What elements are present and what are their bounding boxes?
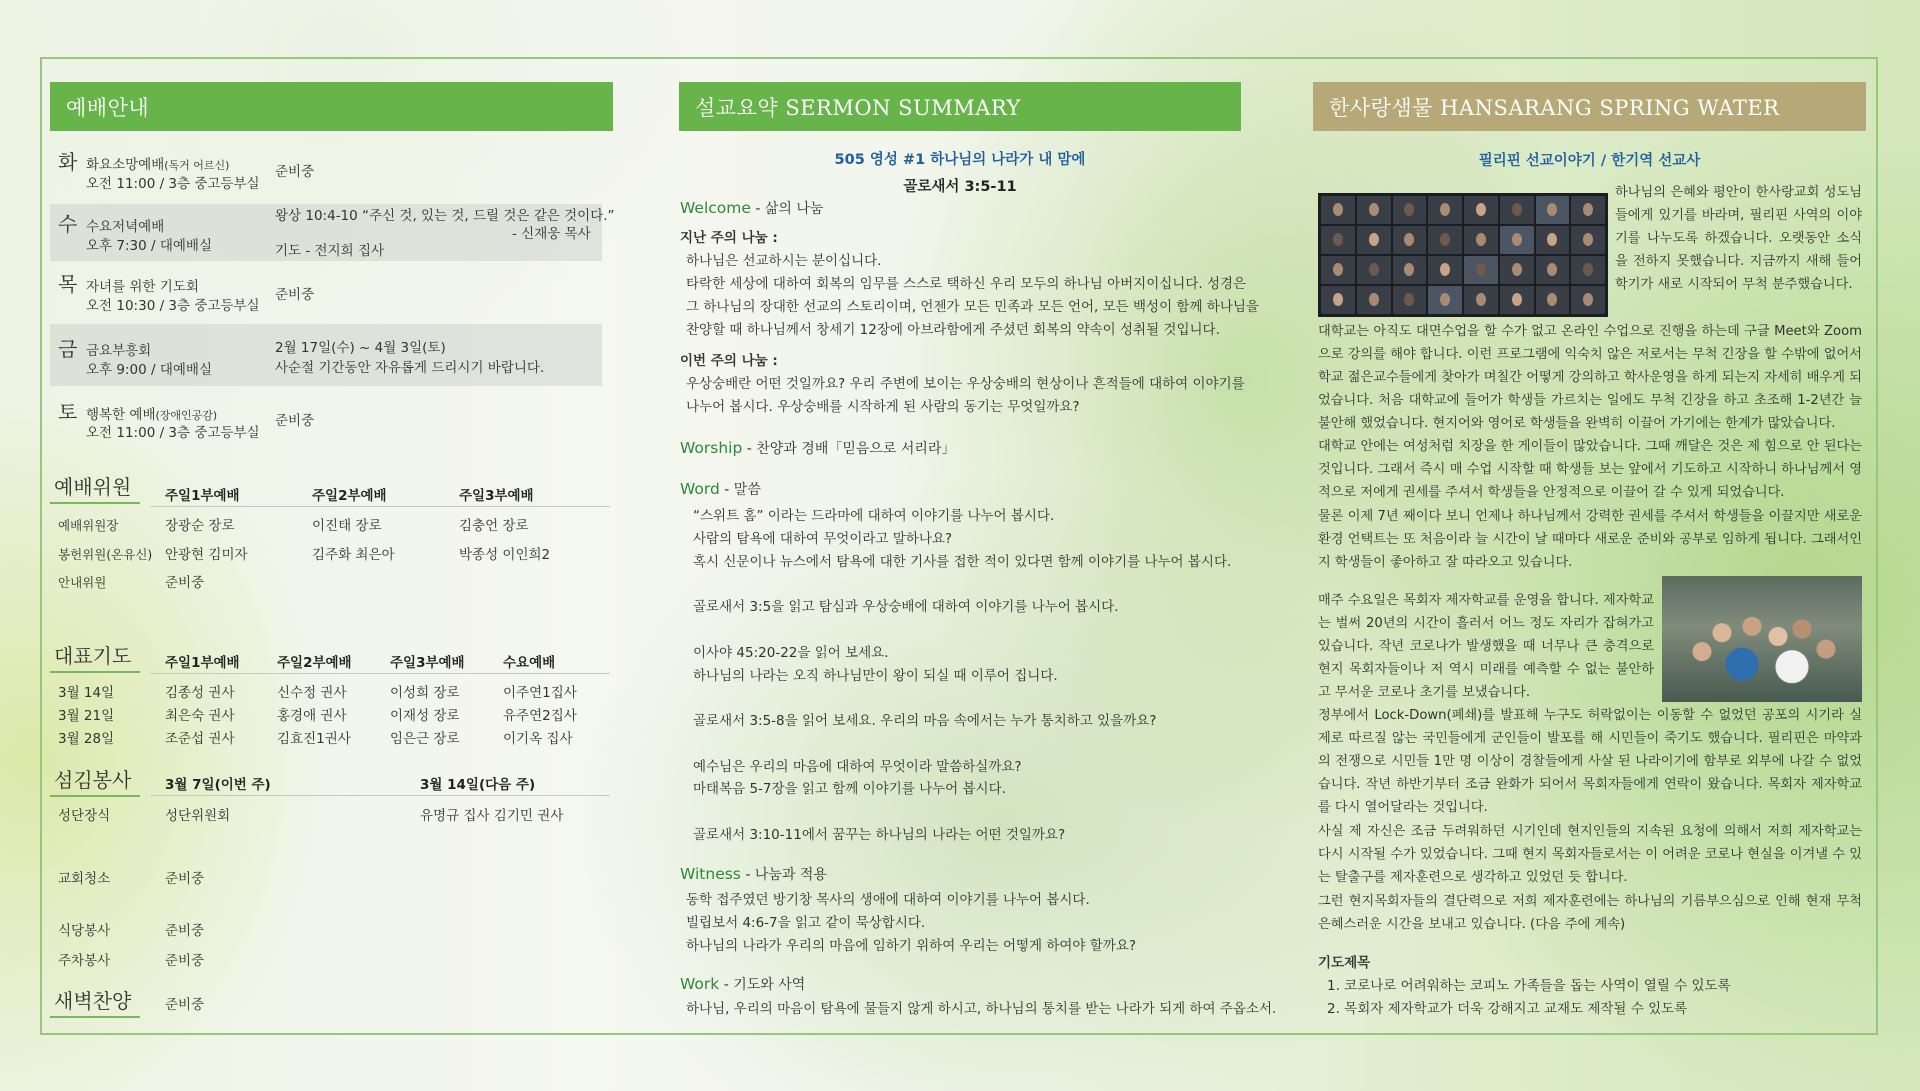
text-line: 하나님, 우리의 마음이 탐욕에 물들지 않게 하시고, 하나님의 통치를 받는 나라가 되게 하여 주옵소서. [686, 1001, 1277, 1017]
duty-role: 식당봉사 [58, 923, 111, 939]
mission-paragraph: 사실 제 자신은 조금 두려워하던 시기인데 현지인들의 지속된 요청에 의해서 저희 제자학교는 다시 시작될 수가 있었습니다. 그때 현지 목회자들로서는 이 어려운 코로나 현실을 이겨낼 수 있는 탈출구를 제자훈련으로 생각하고 있었던 듯 합니다. [1318, 824, 1862, 885]
table-cell: 유주연2집사 [503, 708, 577, 724]
committee-role: 예배위원장 [58, 518, 119, 533]
text-line: 예수님은 우리의 마음에 대하여 무엇이라 말씀하실까요? [693, 759, 1022, 775]
mission-paragraph: 대학교 안에는 여성처럼 치장을 한 게이들이 많았습니다. 그때 깨달은 것은 제 힘으로 안 된다는 것입니다. 그래서 즉시 매 수업 시작할 때 학생들 보는 앞에서 기도하고 시작하니 하나님께서 영적으로 저에게 권세를 주셔서 학생들을 안정적으로 이끌어 갈 수 있게 되었습니다. [1318, 439, 1862, 500]
service-time: 오후 7:30 / 대예배실 [86, 238, 212, 254]
committee-title: 예배위원 [54, 475, 132, 499]
prayer-date: 3월 28일 [58, 731, 115, 747]
prayer-date: 3월 14일 [58, 685, 115, 701]
section-rule [50, 671, 140, 673]
text-line: 골로새서 3:10-11에서 꿈꾸는 하나님의 나라는 어떤 것일까요? [693, 827, 1066, 843]
table-cell: 이기옥 집사 [503, 731, 573, 747]
duty-role: 주차봉사 [58, 953, 111, 969]
prayer-date: 3월 21일 [58, 708, 115, 724]
text-line: 마태복음 5-7장을 읽고 함께 이야기를 나누어 봅시다. [693, 781, 1006, 797]
service-info-author: - 신재웅 목사 [512, 226, 591, 242]
service-info-note: 사순절 기간동안 자유롭게 드리시기 바랍니다. [275, 360, 545, 376]
table-cell: 준비중 [165, 871, 205, 887]
service-name: 금요부흥회 [86, 343, 152, 359]
table-cell: 조준섭 권사 [165, 731, 235, 747]
table-cell: 신수정 권사 [277, 685, 347, 701]
table-cell: 이재성 장로 [390, 708, 460, 724]
mission-paragraph: 하나님의 은혜와 평안이 한사랑교회 성도님들에게 있기를 바라며, 필리핀 사역의 이야기를 나누도록 하겠습니다. 오랫동안 소식을 전하지 못했습니다. 지금까지 새해 들어 학기가 새로 시작되어 무척 분주했습니다. [1615, 185, 1862, 292]
sermon-summary-header [679, 82, 1241, 131]
day-thu: 목 [58, 272, 78, 296]
prayer-topic: 1. 코로나로 어려워하는 코피노 가족들을 돕는 사역이 열릴 수 있도록 [1327, 978, 1731, 994]
this-week-label: 이번 주의 나눔 : [680, 353, 778, 369]
table-cell: 임은근 장로 [390, 731, 460, 747]
sermon-summary-title: 설교요약 SERMON SUMMARY [695, 95, 1021, 120]
worship-guide-title: 예배안내 [66, 95, 150, 120]
col-header: 주일3부예배 [459, 488, 534, 504]
text-line: 동학 접주였던 방기창 목사의 생애에 대하여 이야기를 나누어 봅시다. [686, 892, 1090, 908]
service-duty-title: 섬김봉사 [54, 768, 132, 792]
text-line: 사람의 탐욕에 대하여 무엇이라고 말하나요? [693, 531, 953, 547]
spring-water-title: 한사랑샘물 HANSARANG SPRING WATER [1329, 95, 1780, 120]
service-info: 왕상 10:4-10 “주신 것, 있는 것, 드릴 것은 같은 것이다.” [275, 208, 615, 224]
header-rule [150, 795, 610, 796]
text-line: 타락한 세상에 대하여 회복의 임무를 스스로 택하신 우리 모두의 하나님 아버지이십니다. 성경은 [686, 276, 1247, 292]
service-time: 오전 11:00 / 3층 중고등부실 [86, 425, 260, 441]
table-cell: 김종성 권사 [165, 685, 235, 701]
col-header: 주일2부예배 [312, 488, 387, 504]
prayer-title: 대표기도 [54, 644, 132, 668]
col-header: 주일1부예배 [165, 655, 240, 671]
word-section: Word - 말씀 [680, 480, 761, 498]
mission-paragraph: 매주 수요일은 목회자 제자학교를 운영을 합니다. 제자학교는 벌써 20년의 시간이 흘러서 어느 정도 자리가 잡혀가고 있습니다. 작년 코로나가 발생했을 때 너무나 큰 충격으로 현지 목회자들이나 저 역시 미래를 예측할 수 없는 불안하고 무서운 코로나 초기를 보냈습니다. [1318, 593, 1654, 700]
table-cell: 김효진1권사 [277, 731, 351, 747]
committee-role: 봉헌위원(온유신) [58, 547, 153, 562]
service-time: 오전 10:30 / 3층 중고등부실 [86, 298, 260, 314]
table-cell: 박종성 이인희2 [459, 547, 551, 563]
worship-section: Worship - 찬양과 경배「믿음으로 서리라」 [680, 439, 956, 457]
table-cell: 최은숙 권사 [165, 708, 235, 724]
col-header: 3월 14일(다음 주) [420, 777, 536, 793]
section-rule [50, 1016, 140, 1018]
text-line: 나누어 봅시다. 우상숭배를 시작하게 된 사람의 동기는 무엇일까요? [686, 399, 1080, 415]
text-line: 찬양할 때 하나님께서 창세기 12장에 아브라함에게 주셨던 회복의 약속이 성취될 것입니다. [686, 322, 1220, 338]
table-cell: 김주화 최은아 [312, 547, 395, 563]
mission-paragraph: 대학교는 아직도 대면수업을 할 수가 없고 온라인 수업으로 진행을 하는데 구글 Meet와 Zoom으로 강의를 해야 합니다. 이런 프로그램에 익숙치 않은 저로서는 무척 긴장을 할 수밖에 없어서 학교 젊은교수들에게 찾아가 며칠간 어떻게 강의하고 학사운영을 하게 되는지 자세히 배우게 되었습니다. 처음 대학교에 들어가 학생들 가르치는 일에도 무척 긴장을 하고 초조해 1-2년간 늘 불안해 했었습니다. 현지어와 영어로 학생들을 완벽히 이끌어 가기에는 한계가 많았습니다. [1318, 324, 1862, 431]
table-cell: 홍경애 권사 [277, 708, 347, 724]
text-line: 하나님의 나라는 오직 하나님만이 왕이 되실 때 이루어 집니다. [693, 668, 1058, 684]
table-cell: 이성희 장로 [390, 685, 460, 701]
day-fri: 금 [58, 337, 78, 361]
col-header: 주일2부예배 [277, 655, 352, 671]
duty-role: 성단장식 [58, 808, 111, 824]
text-line: 이사야 45:20-22을 읽어 보세요. [693, 645, 889, 661]
worship-guide-header [50, 82, 613, 131]
service-info: 준비중 [275, 164, 315, 180]
section-rule [50, 502, 140, 504]
service-name: 자녀를 위한 기도회 [86, 279, 199, 295]
mission-subtitle: 필리핀 선교이야기 / 한기역 선교사 [1478, 153, 1701, 169]
table-cell: 김충언 장로 [459, 518, 529, 534]
spring-water-header [1313, 82, 1866, 131]
header-rule [150, 506, 610, 507]
text-line: 혹시 신문이나 뉴스에서 탐욕에 대한 기사를 접한 적이 있다면 함께 이야기를 나누어 봅시다. [693, 554, 1232, 570]
table-cell: 준비중 [165, 575, 205, 591]
service-info-prayer: 기도 - 전지희 집사 [275, 243, 385, 259]
text-line: 하나님의 나라가 우리의 마음에 임하기 위하여 우리는 어떻게 하여야 할까요? [686, 938, 1137, 954]
service-info: 준비중 [275, 413, 315, 429]
text-line: “스위트 홈” 이라는 드라마에 대하여 이야기를 나누어 봅시다. [693, 508, 1055, 524]
service-name: 화요소망예배(독거 어르신) [86, 157, 230, 173]
mission-paragraph: 정부에서 Lock-Down(폐쇄)를 발표해 누구도 허락없이는 이동할 수 없었던 공포의 시기라 실제로 따르질 않는 국민들에게 군인들이 발포를 해 시민들이 죽기도 했습니다. 필리핀은 마약과의 전쟁으로 시민들 1만 명 이상이 경찰들에게 사살 된 나라이기에 함부로 외부에 나갈 수 없었습니다. 작년 하반기부터 조금 완화가 되어서 목회자들에게 연락이 왔습니다. 목회자 제자학교를 다시 열어달라는 것입니다. [1318, 708, 1862, 815]
day-wed: 수 [58, 212, 78, 236]
dawn-title: 새벽찬양 [54, 989, 132, 1013]
text-line: 그 하나님의 장대한 선교의 스토리이며, 언젠가 모든 민족과 모든 언어, 모든 백성이 함께 하나님을 [686, 299, 1259, 315]
col-header: 수요예배 [503, 655, 556, 671]
text-line: 하나님은 선교하시는 분이십니다. [686, 253, 882, 269]
service-info: 2월 17일(수) ~ 4월 3일(토) [275, 340, 446, 356]
prayer-topics-title: 기도제목 [1318, 955, 1371, 971]
day-tue: 화 [58, 150, 78, 174]
text-line: 우상숭배란 어떤 것일까요? 우리 주변에 보이는 우상숭배의 현상이나 흔적들에 대하여 이야기를 [686, 376, 1245, 392]
zoom-meeting-photo [1318, 193, 1608, 317]
duty-role: 교회청소 [58, 871, 111, 887]
table-cell: 성단위원회 [165, 808, 231, 824]
table-cell: 준비중 [165, 923, 205, 939]
service-name: 수요저녁예배 [86, 219, 165, 235]
table-cell: 안광현 김미자 [165, 547, 248, 563]
col-header: 주일1부예배 [165, 488, 240, 504]
service-time: 오전 11:00 / 3층 중고등부실 [86, 176, 260, 192]
table-cell: 유명규 집사 김기민 권사 [420, 808, 564, 824]
mission-paragraph: 그런 현지목회자들의 결단력으로 저희 제자훈련에는 하나님의 기름부으심으로 인해 현재 무척 은혜스러운 시간을 보내고 있습니다. (다음 주에 계속) [1318, 894, 1862, 932]
welcome-section: Welcome - 삶의 나눔 [680, 199, 824, 217]
service-info: 준비중 [275, 287, 315, 303]
prayer-topic: 2. 목회자 제자학교가 더욱 강해지고 교재도 제작될 수 있도록 [1327, 1001, 1688, 1017]
work-section: Work - 기도와 사역 [680, 975, 806, 993]
section-rule [50, 795, 140, 797]
table-cell: 준비중 [165, 953, 205, 969]
col-header: 3월 7일(이번 주) [165, 777, 271, 793]
sermon-title: 505 영성 #1 하나님의 나라가 내 맘에 [834, 152, 1086, 168]
witness-section: Witness - 나눔과 적용 [680, 865, 827, 883]
header-rule [150, 673, 610, 674]
table-cell: 이진태 장로 [312, 518, 382, 534]
table-cell: 장광순 장로 [165, 518, 235, 534]
service-name: 행복한 예배(장애인공감) [86, 407, 218, 423]
committee-role: 안내위원 [58, 575, 107, 590]
dawn-value: 준비중 [165, 997, 205, 1013]
sermon-scripture: 골로새서 3:5-11 [903, 179, 1017, 195]
table-cell: 이주연1집사 [503, 685, 577, 701]
text-line: 골로새서 3:5을 읽고 탐심과 우상숭배에 대하여 이야기를 나누어 봅시다. [693, 599, 1119, 615]
service-time: 오후 9:00 / 대예배실 [86, 362, 212, 378]
text-line: 골로새서 3:5-8을 읽어 보세요. 우리의 마음 속에서는 누가 통치하고 있을까요? [693, 713, 1157, 729]
text-line: 빌립보서 4:6-7을 읽고 같이 묵상합시다. [686, 915, 926, 931]
group-photo [1662, 576, 1862, 702]
last-week-label: 지난 주의 나눔 : [680, 230, 778, 246]
col-header: 주일3부예배 [390, 655, 465, 671]
mission-paragraph: 물론 이제 7년 째이다 보니 언제나 하나님께서 강력한 권세를 주셔서 학생들을 이끌지만 새로운 환경 언택트는 또 처음이라 늘 시간이 날 때마다 새로운 준비와 공부로 임하게 됩니다. 그래서인지 학생들이 좋아하고 잘 따라오고 있습니다. [1318, 509, 1862, 570]
day-sat: 토 [58, 400, 78, 424]
